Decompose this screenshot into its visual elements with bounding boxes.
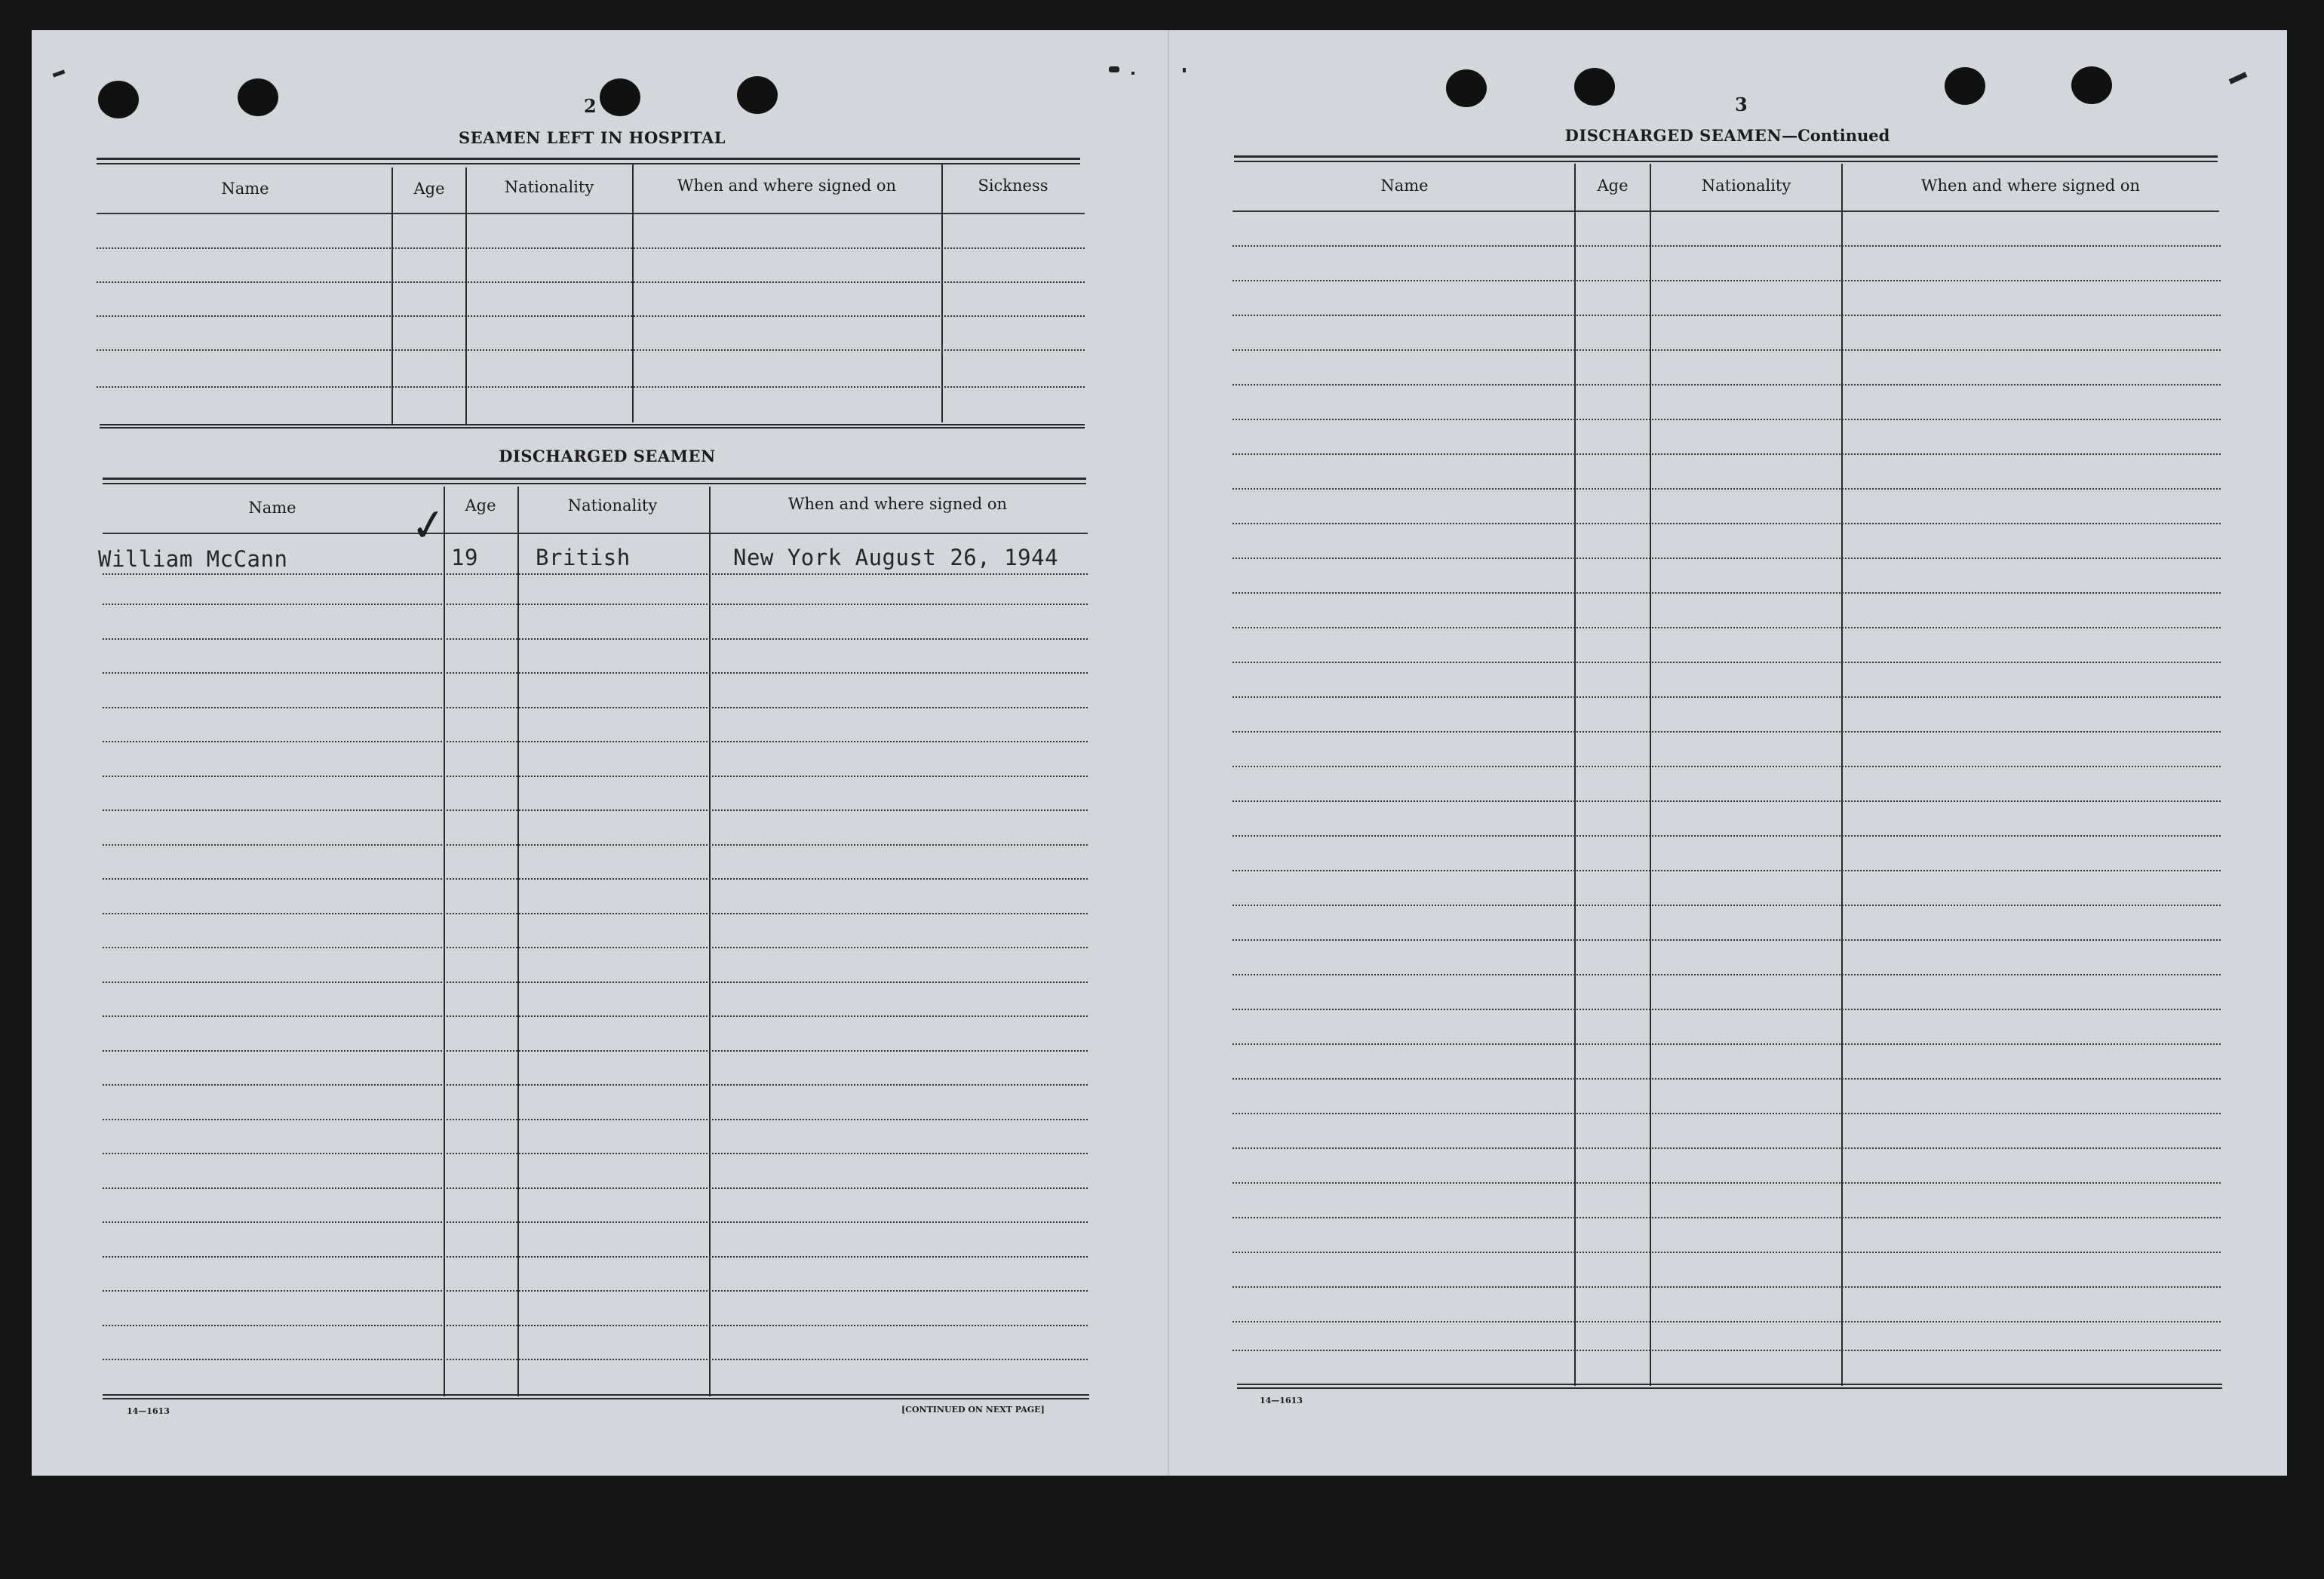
discharged-top-rule [103, 483, 1086, 484]
column-divider [517, 487, 519, 1396]
discharged-col-age: Age [465, 496, 496, 515]
column-divider [444, 487, 445, 1396]
column-divider [1650, 164, 1651, 1386]
column-divider [1841, 164, 1843, 1386]
discharged-col-name: Name [248, 499, 296, 517]
discharged-bottom-rule [103, 1394, 1089, 1396]
hospital-header-rule [97, 213, 1085, 214]
continued-suffix: —Continued [1782, 126, 1890, 145]
checkmark-icon: ✓ [407, 496, 451, 554]
scan-speck [1183, 68, 1186, 72]
hospital-section-title: SEAMEN LEFT IN HOSPITAL [458, 128, 726, 147]
punch-hole [600, 78, 640, 116]
continued-col-age: Age [1597, 177, 1629, 195]
discharged-continued-title-main: DISCHARGED SEAMEN [1564, 126, 1782, 145]
continued-note: [CONTINUED ON NEXT PAGE] [901, 1405, 1045, 1415]
discharged-col-signed-on: When and where signed on [787, 495, 1008, 513]
discharged-continued-title [1539, 126, 1916, 145]
hospital-col-name: Name [221, 180, 269, 198]
scan-speck [1109, 66, 1119, 72]
column-divider [1574, 164, 1576, 1386]
seaman-nationality: British [536, 545, 631, 570]
punch-hole [737, 76, 778, 114]
hospital-col-nationality: Nationality [504, 178, 594, 196]
discharged-col-nationality: Nationality [567, 496, 658, 515]
page-fold [1168, 30, 1169, 1476]
discharged-header-rule [103, 533, 1088, 534]
continued-col-nationality: Nationality [1701, 177, 1791, 195]
punch-hole [238, 78, 278, 116]
seaman-age: 19 [451, 545, 478, 570]
seaman-name: William McCann [98, 546, 288, 572]
discharged-section-title: DISCHARGED SEAMEN [499, 447, 716, 465]
punch-hole [2071, 66, 2112, 104]
hospital-bottom-rule [100, 424, 1085, 425]
hospital-col-sickness: Sickness [978, 177, 1048, 195]
continued-bottom-rule [1237, 1384, 2222, 1385]
continued-top-rule [1234, 155, 2218, 158]
hospital-top-rule [97, 163, 1080, 164]
hospital-top-rule [97, 158, 1080, 160]
column-divider [632, 164, 634, 422]
continued-bottom-rule [1237, 1387, 2222, 1389]
scan-speck [1131, 72, 1134, 75]
hospital-bottom-rule [100, 427, 1085, 429]
page-number: 2 [584, 95, 597, 117]
discharged-bottom-rule [103, 1398, 1089, 1399]
continued-header-rule [1233, 210, 2219, 212]
form-number: 14—1613 [1260, 1396, 1303, 1405]
discharged-top-rule [103, 478, 1086, 480]
page-number: 3 [1735, 94, 1748, 115]
hospital-col-signed-on: When and where signed on [677, 177, 897, 195]
seaman-signed-on: New York August 26, 1944 [733, 545, 1059, 570]
continued-col-signed-on: When and where signed on [1920, 177, 2141, 195]
continued-top-rule [1234, 161, 2218, 162]
continued-col-name: Name [1380, 177, 1429, 195]
form-number: 14—1613 [127, 1406, 170, 1416]
punch-hole [1574, 68, 1615, 106]
column-divider [709, 487, 711, 1396]
hospital-col-age: Age [413, 180, 445, 198]
column-divider [941, 164, 943, 422]
punch-hole [98, 81, 139, 118]
punch-hole [1945, 67, 1985, 105]
punch-hole [1446, 69, 1487, 107]
